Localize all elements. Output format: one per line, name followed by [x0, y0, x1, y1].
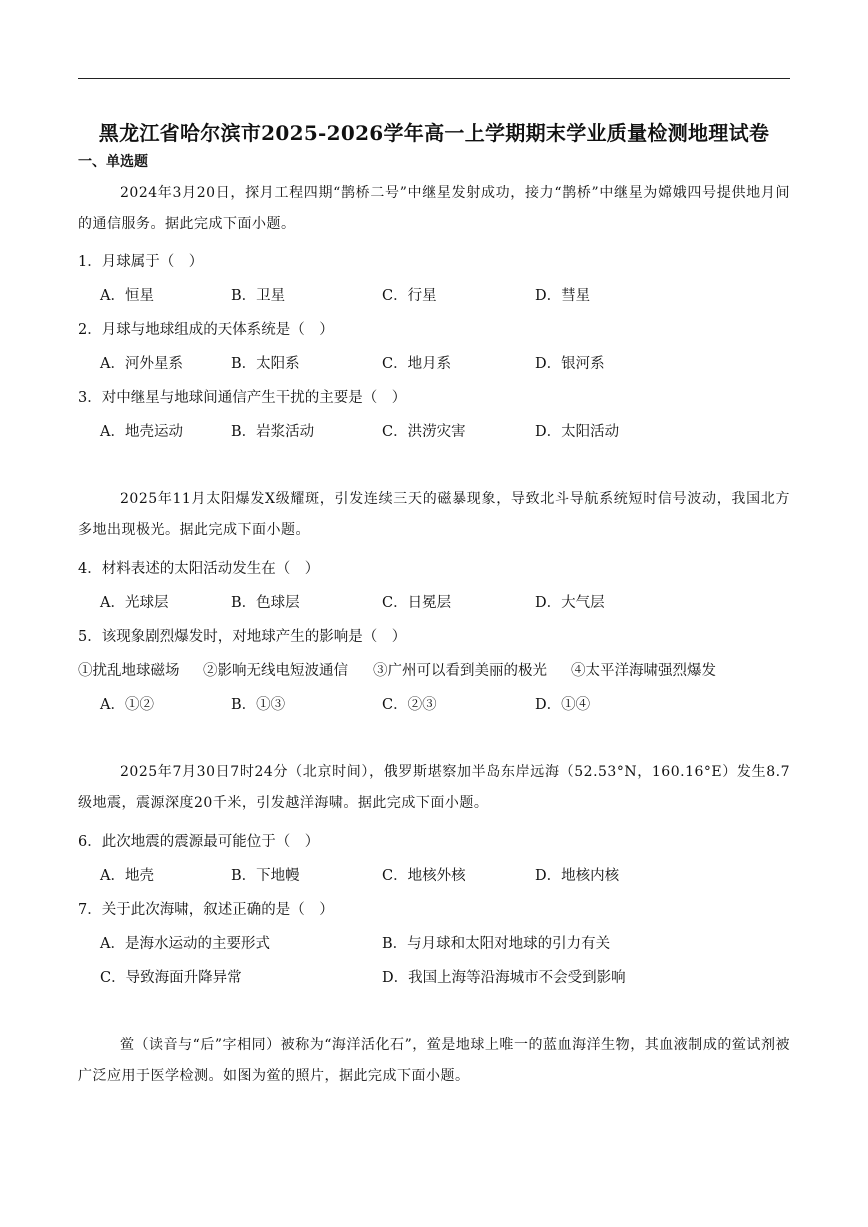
header-rule [78, 78, 790, 79]
page-title: 黑龙江省哈尔滨市2025-2026学年高一上学期期末学业质量检测地理试卷 [98, 121, 770, 145]
option-a[interactable]: A．①② [100, 697, 154, 713]
question-6: 6．此次地震的震源最可能位于（ ） [78, 834, 320, 850]
question-3: 3．对中继星与地球间通信产生干扰的主要是（ ） [78, 390, 407, 406]
option-c[interactable]: C．地核外核 [382, 868, 466, 884]
option-d[interactable]: D．地核内核 [535, 868, 620, 884]
statement-3: ③广州可以看到美丽的极光 [373, 663, 547, 679]
statements-q5 [78, 659, 790, 679]
options-q5 [100, 693, 790, 713]
statement-2: ②影响无线电短波通信 [203, 663, 348, 679]
options-q7-row1 [100, 932, 790, 952]
option-b[interactable]: B．①③ [231, 697, 286, 713]
options-q3 [100, 420, 790, 440]
section-heading: 一、单选题 [78, 154, 148, 170]
option-d[interactable]: D．我国上海等沿海城市不会受到影响 [382, 970, 626, 986]
question-5: 5．该现象剧烈爆发时，对地球产生的影响是（ ） [78, 629, 407, 645]
option-d[interactable]: D．大气层 [535, 595, 605, 611]
options-q1 [100, 284, 790, 304]
option-a[interactable]: A．光球层 [100, 595, 169, 611]
option-d[interactable]: D．太阳活动 [535, 424, 620, 440]
option-d[interactable]: D．①④ [535, 697, 591, 713]
option-b[interactable]: B．太阳系 [231, 356, 300, 372]
passage-2: 2025年11月太阳爆发X级耀斑，引发连续三天的磁暴现象，导致北斗导航系统短时信号波动，我国北方多地出现极光。据此完成下面小题。 [78, 491, 790, 538]
option-b[interactable]: B．岩浆活动 [231, 424, 315, 440]
option-c[interactable]: C．行星 [382, 288, 437, 304]
options-q2 [100, 352, 790, 372]
option-c[interactable]: C．洪涝灾害 [382, 424, 466, 440]
option-b[interactable]: B．色球层 [231, 595, 300, 611]
option-b[interactable]: B．下地幔 [231, 868, 300, 884]
question-7: 7．关于此次海啸，叙述正确的是（ ） [78, 902, 334, 918]
passage-1: 2024年3月20日，探月工程四期“鹊桥二号”中继星发射成功，接力“鹊桥”中继星为嫦娥四号提供地月间的通信服务。据此完成下面小题。 [78, 185, 790, 232]
option-d[interactable]: D．彗星 [535, 288, 591, 304]
options-q7-row2 [100, 966, 790, 986]
question-1: 1．月球属于（ ） [78, 254, 204, 270]
option-a[interactable]: A．恒星 [100, 288, 154, 304]
option-c[interactable]: C．导致海面升降异常 [100, 970, 242, 986]
option-a[interactable]: A．河外星系 [100, 356, 183, 372]
option-c[interactable]: C．②③ [382, 697, 437, 713]
option-b[interactable]: B．卫星 [231, 288, 286, 304]
options-q6 [100, 864, 790, 884]
question-4: 4．材料表述的太阳活动发生在（ ） [78, 561, 320, 577]
option-a[interactable]: A．地壳运动 [100, 424, 183, 440]
option-c[interactable]: C．日冕层 [382, 595, 452, 611]
question-2: 2．月球与地球组成的天体系统是（ ） [78, 322, 334, 338]
passage-3: 2025年7月30日7时24分（北京时间），俄罗斯堪察加半岛东岸远海（52.53°N，160.16°E）发生8.7级地震，震源深度20千米，引发越洋海啸。据此完成下面小题。 [78, 764, 790, 811]
option-c[interactable]: C．地月系 [382, 356, 452, 372]
option-a[interactable]: A．地壳 [100, 868, 154, 884]
statement-1: ①扰乱地球磁场 [78, 663, 180, 679]
option-b[interactable]: B．与月球和太阳对地球的引力有关 [382, 936, 611, 952]
statement-4: ④太平洋海啸强烈爆发 [571, 663, 716, 679]
option-d[interactable]: D．银河系 [535, 356, 605, 372]
passage-4: 鲎（读音与“后”字相同）被称为“海洋活化石”，鲎是地球上唯一的蓝血海洋生物，其血液制成的鲎试剂被广泛应用于医学检测。如图为鲎的照片，据此完成下面小题。 [78, 1037, 790, 1084]
options-q4 [100, 591, 790, 611]
option-a[interactable]: A．是海水运动的主要形式 [100, 936, 270, 952]
